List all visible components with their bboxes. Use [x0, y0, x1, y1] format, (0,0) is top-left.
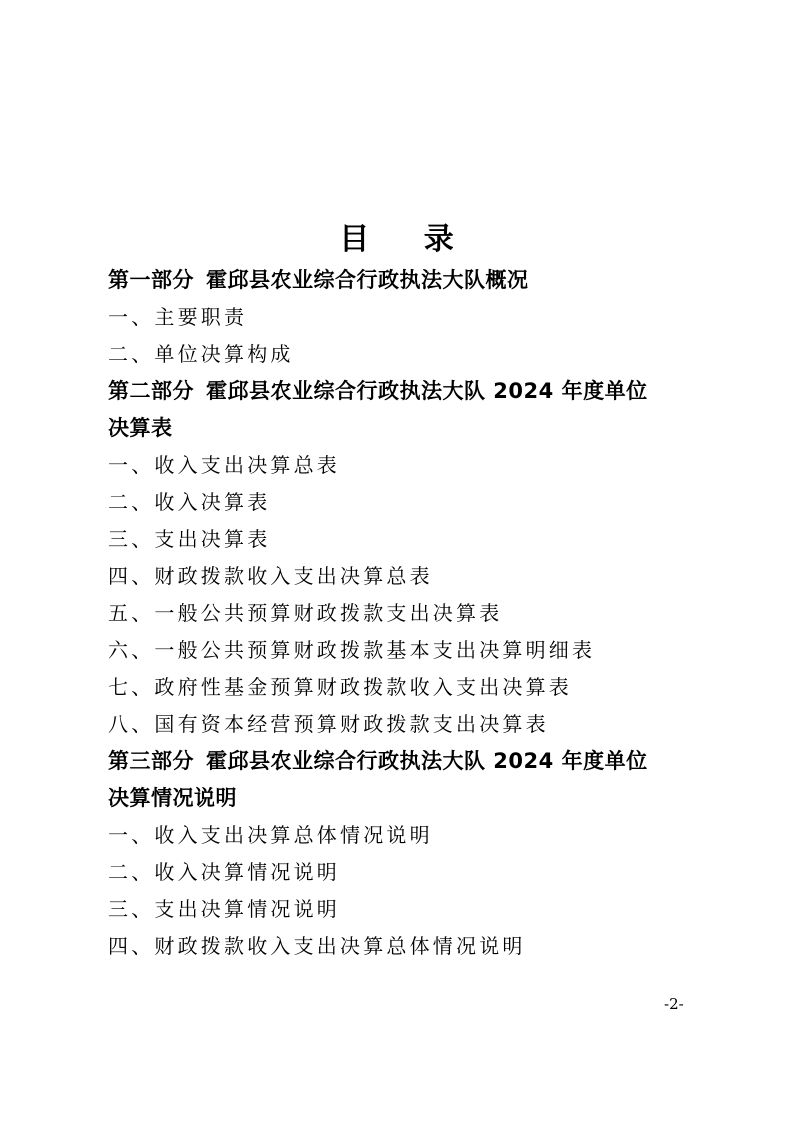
page-number: -2-: [664, 995, 684, 1013]
toc-part-2-title-line-1: 霍邱县农业综合行政执法大队 2024 年度单位: [206, 379, 648, 403]
table-of-contents: [108, 262, 698, 965]
toc-part-2-item-4[interactable]: 四、财政拨款收入支出决算总表: [108, 564, 433, 588]
toc-part-2-label: 第二部分: [108, 379, 194, 403]
toc-part-2-item-1[interactable]: 一、收入支出决算总表: [108, 453, 340, 477]
toc-part-2-item-8[interactable]: 八、国有资本经营预算财政拨款支出决算表: [108, 712, 549, 736]
toc-title: 目 录: [339, 222, 476, 257]
toc-part-3-item-4[interactable]: 四、财政拨款收入支出决算总体情况说明: [108, 934, 526, 958]
toc-part-1-item-2[interactable]: 二、单位决算构成: [108, 342, 294, 366]
toc-part-2-item-6[interactable]: 六、一般公共预算财政拨款基本支出决算明细表: [108, 638, 596, 662]
toc-part-3-title-line-2: 决算情况说明: [108, 786, 237, 810]
toc-part-3-heading-continued[interactable]: [108, 780, 698, 817]
toc-part-1-label: 第一部分: [108, 268, 194, 292]
toc-part-3-item-3[interactable]: 三、支出决算情况说明: [108, 897, 340, 921]
toc-part-3-label: 第三部分: [108, 749, 194, 773]
toc-part-2-item-7[interactable]: 七、政府性基金预算财政拨款收入支出决算表: [108, 675, 572, 699]
toc-part-2-item-3[interactable]: 三、支出决算表: [108, 527, 271, 551]
toc-part-2-heading-continued[interactable]: [108, 410, 698, 447]
toc-part-1-item-1[interactable]: 一、主要职责: [108, 305, 248, 329]
toc-part-2-item-5[interactable]: 五、一般公共预算财政拨款支出决算表: [108, 601, 503, 625]
toc-part-2-heading[interactable]: [108, 373, 698, 410]
toc-part-2-title-line-2: 决算表: [108, 416, 173, 440]
toc-part-3-heading[interactable]: [108, 743, 698, 780]
toc-part-3-item-2[interactable]: 二、收入决算情况说明: [108, 860, 340, 884]
toc-part-1-heading[interactable]: [108, 262, 698, 299]
toc-part-1-title: 霍邱县农业综合行政执法大队概况: [206, 268, 529, 292]
toc-part-3-item-1[interactable]: 一、收入支出决算总体情况说明: [108, 823, 433, 847]
toc-part-2-item-2[interactable]: 二、收入决算表: [108, 490, 271, 514]
toc-part-3-title-line-1: 霍邱县农业综合行政执法大队 2024 年度单位: [206, 749, 648, 773]
